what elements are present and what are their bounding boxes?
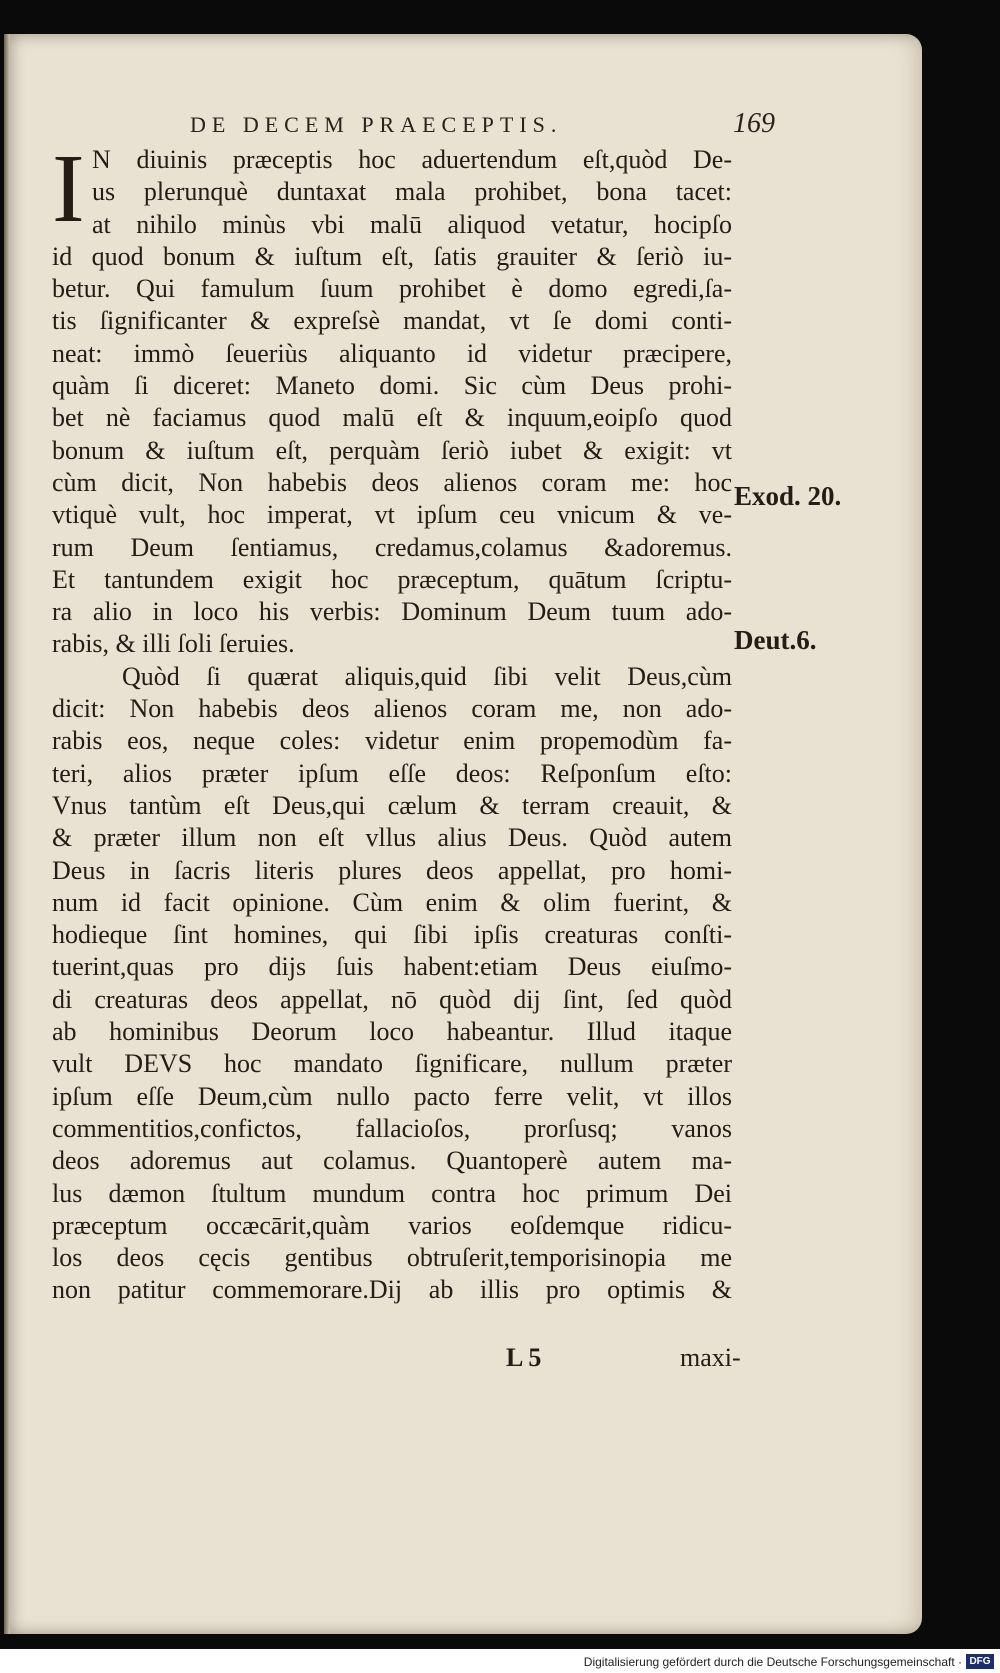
text-line: quàm ſi diceret: Maneto domi. Sic cùm Deus prohi- bbox=[52, 371, 732, 401]
text-line: di creaturas deos appellat, nō quòd dij ſint, ſed quòd bbox=[52, 984, 732, 1014]
main-text-block bbox=[52, 144, 732, 1307]
text-line: rabis eos, neque coles: videtur enim propemodùm fa- bbox=[52, 726, 732, 756]
text-line: commentitios,confictos, fallacioſos, prorſusq; vanos bbox=[52, 1113, 732, 1143]
text-line: lus dæmon ſtultum mundum contra hoc primum Dei bbox=[52, 1178, 732, 1208]
text-line: vtiquè vult, hoc imperat, vt ipſum ceu vnicum & ve- bbox=[52, 500, 732, 530]
text-line: Et tantundem exigit hoc præceptum, quātum ſcriptu- bbox=[52, 564, 732, 594]
text-line: neat: immò ſeueriùs aliquanto id videtur præcipere, bbox=[52, 338, 732, 368]
signature-mark: L 5 bbox=[506, 1343, 542, 1372]
text-line: bet nè faciamus quod malū eſt & inquum,eoipſo quod bbox=[52, 403, 732, 433]
margin-note-exodus: Exod. 20. bbox=[734, 481, 842, 511]
text-line: rabis, & illi ſoli ſeruies. bbox=[52, 629, 295, 659]
text-line: ipſum eſſe Deum,cùm nullo pacto ferre velit, vt illos bbox=[52, 1081, 732, 1111]
catchword: maxi- bbox=[680, 1343, 741, 1372]
text-line: betur. Qui famulum ſuum prohibet è domo egredi,ſa- bbox=[52, 274, 732, 304]
page-number: 169 bbox=[733, 108, 775, 139]
drop-cap: I bbox=[52, 135, 85, 243]
text-line: & præter illum non eſt vllus alius Deus. Quòd autem bbox=[52, 823, 732, 853]
text-line: bonum & iuſtum eſt, perquàm ſeriò iubet & exigit: vt bbox=[52, 435, 732, 465]
text-line: los deos cęcis gentibus obtruſerit,temporisinopia me bbox=[52, 1243, 732, 1273]
text-line: Deus in ſacris literis plures deos appellat, pro homi- bbox=[52, 855, 732, 885]
text-line: tis ſignificanter & expreſsè mandat, vt ſe domi conti- bbox=[52, 306, 732, 336]
footer-credit: Digitalisierung gefördert durch die Deutsche Forschungsgemeinschaft · bbox=[583, 1655, 962, 1669]
text-line: non patitur commemorare.Dij ab illis pro optimis & bbox=[52, 1275, 732, 1305]
text-line: dicit: Non habebis deos alienos coram me, non ado- bbox=[52, 694, 732, 724]
text-line: num id facit opinione. Cùm enim & olim fuerint, & bbox=[52, 887, 732, 917]
running-head: DE DECEM PRAECEPTIS. bbox=[190, 112, 563, 137]
dfg-logo: DFG bbox=[966, 1654, 994, 1669]
text-line: us plerunquè duntaxat mala prohibet, bona tacet: bbox=[92, 177, 732, 207]
text-line: Vnus tantùm eſt Deus,qui cælum & terram creauit, & bbox=[52, 790, 732, 820]
text-line: teri, alios præter ipſum eſſe deos: Reſponſum eſto: bbox=[52, 758, 732, 788]
digitization-footer bbox=[0, 1649, 1000, 1673]
text-line: ra alio in loco his verbis: Dominum Deum tuum ado- bbox=[52, 597, 732, 627]
text-line: N diuinis præceptis hoc aduertendum eſt,quòd De- bbox=[92, 145, 732, 174]
text-line: cùm dicit, Non habebis deos alienos coram me: hoc bbox=[52, 467, 732, 497]
text-line: vult DEVS hoc mandato ſignificare, nullum præter bbox=[52, 1049, 732, 1079]
text-line: tuerint,quas pro dijs ſuis habent:etiam Deus eiuſmo- bbox=[52, 952, 732, 982]
text-line: hodieque ſint homines, qui ſibi ipſis creaturas conſti- bbox=[52, 920, 732, 950]
text-line: Quòd ſi quærat aliquis,quid ſibi velit Deus,cùm bbox=[122, 661, 732, 691]
text-line: id quod bonum & iuſtum eſt, ſatis grauiter & ſeriò iu- bbox=[52, 241, 732, 271]
text-line: deos adoremus aut colamus. Quantoperè autem ma- bbox=[52, 1146, 732, 1176]
text-line: at nihilo minùs vbi malū aliquod vetatur, hocipſo bbox=[92, 209, 732, 239]
text-line: præceptum occæcārit,quàm varios eoſdemque ridicu- bbox=[52, 1210, 732, 1240]
margin-note-deuteronomy: Deut.6. bbox=[734, 625, 817, 655]
page-foot bbox=[0, 1343, 1000, 1375]
text-line: rum Deum ſentiamus, credamus,colamus &adoremus. bbox=[52, 532, 732, 562]
page-gutter-edge bbox=[4, 34, 10, 1634]
text-line: ab hominibus Deorum loco habeantur. Illud itaque bbox=[52, 1017, 732, 1047]
